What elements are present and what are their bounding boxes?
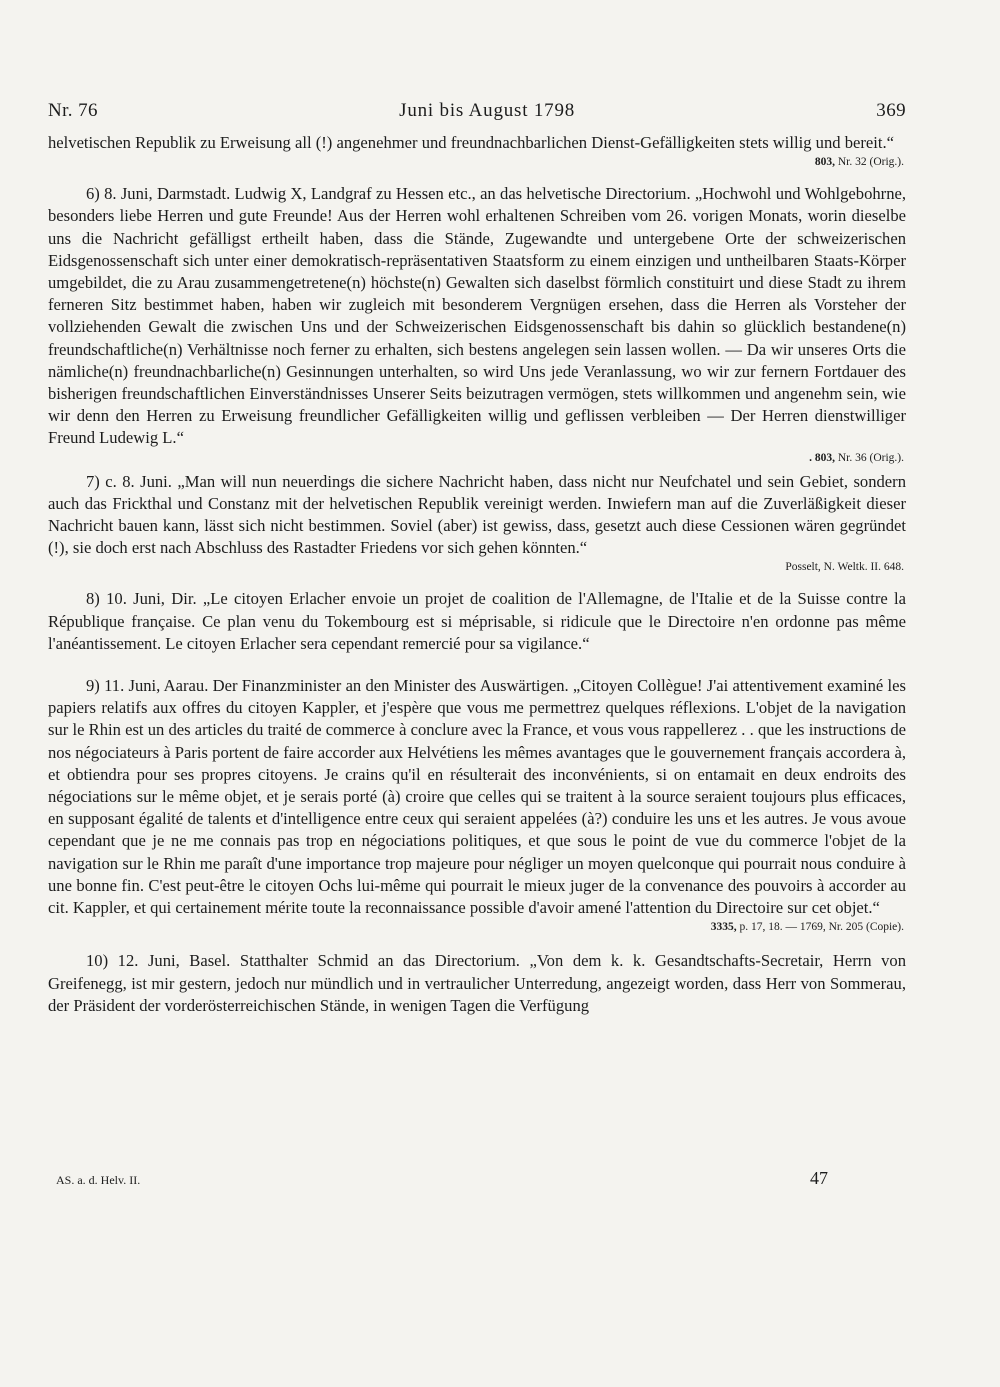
source-citation: . 803, Nr. 36 (Orig.).	[809, 451, 904, 464]
source-citation: 3335, p. 17, 18. — 1769, Nr. 205 (Copie).	[710, 921, 904, 934]
source-citation: Posselt, N. Weltk. II. 648.	[785, 561, 904, 574]
entry-7: 7) c. 8. Juni. „Man will nun neuerdings die sichere Nachricht haben, dass nicht nur Neufchatel und sein Gebiet, sondern auch das Frickthal und Constanz mit der helvetischen Republik vereinigt werden. Inwiefern man auf die Zuverläßigkeit dieser Nachricht bauen kann, lässt sich nicht bestimmen. Soviel (aber) ist gewiss, dass, gesetzt auch diese Cessionen wären gegründet (!), sie doch erst nach Abschluss des Rastadter Friedens vor sich gehen könnten.“	[48, 471, 906, 558]
entry-10: 10) 12. Juni, Basel. Statthalter Schmid an das Directorium. „Von dem k. k. Gesandtschafts-Secretair, Herrn von Greifenegg, ist mir gestern, jedoch nur mündlich und in vertraulicher Unterredung, angezeigt worden, dass Herr von Sommerau, der Präsident der vorderösterreichischen Stände, in wenigen Tagen die Verfügung	[48, 951, 906, 1015]
running-header	[48, 100, 906, 122]
header-title: Juni bis August 1798	[399, 100, 576, 121]
footer-signature: AS. a. d. Helv. II.	[56, 1173, 141, 1187]
entry-9: 9) 11. Juni, Aarau. Der Finanzminister an den Minister des Auswärtigen. „Citoyen Collègue! J'ai attentivement examiné les papiers relatifs aux offres du citoyen Kappler, et j'espère que vous me permettrez quelques réflexions. L'objet de la navigation sur le Rhin est un des articles du traité de commerce à conclure avec la France, et vous vous rappellerez . . que les instructions de nos négociateurs à Paris portent de faire accorder aux Helvétiens les mêmes avantages que le gouvernement français accordera à, et obtiendra pour ses propres citoyens. Je crains qu'il en résulterait des inconvénients, si on entamait en deux endroits des négociations sur le même objet, et je serais porté (à) croire que celles qui se traitent à la source seraient toujours plus efficaces, en supposant égalité de talents et d'intelligence entre ceux qui seraient appelées (à?) conduire les uns et les autres. Je vous avoue cependant que je ne me connais pas trop en négociations politiques, et que sous le point de vue du commerce l'objet de la navigation sur le Rhin me paraît d'une importance trop majeure pour négliger un moyen quelconque qui pourrait nous conduire à une bonne fin. C'est peut-être le citoyen Ochs lui-même qui pourrait le mieux juger de la convenance des pouvoirs à accorder au cit. Kappler, et qui certainement mérite toute la reconnaissance possible d'avoir amené l'attention du Directoire sur cet objet.“	[48, 676, 906, 918]
document-number: Nr. 76	[48, 100, 98, 121]
entry-5-continuation: helvetischen Republik zu Erweisung all (!) angenehmer und freundnachbarlichen Dienst-Gefälligkeiten stets willig und bereit.“	[48, 133, 894, 152]
page-number: 369	[876, 100, 906, 121]
entry-6: 6) 8. Juni, Darmstadt. Ludwig X, Landgraf zu Hessen etc., an das helvetische Directorium. „Hochwohl und Wohlgebohrne, besonders liebe Herren und gute Freunde! Aus der Herren wohl erhaltenen Schreiben vom 26. vorigen Monats, worin dieselbe uns die Nachricht gefälligst ertheilt haben, dass die Stände, Zugewandte und untergebene Orte der schweizerischen Eidsgenossenschaft sich unter einer demokratisch-repräsentativen Staatsform zu einem einzigen und untheilbaren Staats-Körper umgebildet, die zu Arau zusammengetretene(n) höchste(n) Gewalten sich daselbst förmlich constituirt und diese Stadt zu ihrem ferneren Sitz bestimmet haben, haben wir zugleich mit besonderem Vergnügen ersehen, dass die Herren als Vorsteher der vollziehenden Gewalt die zwischen Uns und der Schweizerischen Eidsgenossenschaft bis dahin so glücklich bestandene(n) freundschaftliche(n) Verhältnisse noch ferner zu erhalten, sich bestens angelegen sein lassen wollen. — Da wir unseres Orts die nämliche(n) freundnachbarliche(n) Gesinnungen unterhalten, so wird Uns jede Veranlassung, wo wir zur fernern Fortdauer des bisherigen freundschaftlichen Einverständnisses Unserer Seits beizutragen vermögen, stets willkommen und angenehm sein, wie wir denn den Herren zu Erweisung freundlicher Gefälligkeiten willig und geflissen verbleiben — Der Herren dienstwilliger Freund Ludewig L.“	[48, 184, 906, 448]
page-footer	[56, 1168, 828, 1189]
entry-8: 8) 10. Juni, Dir. „Le citoyen Erlacher envoie un projet de coalition de l'Allemagne, de l'Italie et de la Suisse contre la République française. Ce plan venu du Tokembourg est si méprisable, si ridicule que le Directoire n'en ordonne pas même l'anéantissement. Le citoyen Erlacher sera cependant remercié pour sa vigilance.“	[48, 589, 906, 653]
sheet-number: 47	[810, 1168, 828, 1188]
source-citation: 803, Nr. 32 (Orig.).	[814, 156, 904, 169]
document-page	[48, 100, 906, 1017]
